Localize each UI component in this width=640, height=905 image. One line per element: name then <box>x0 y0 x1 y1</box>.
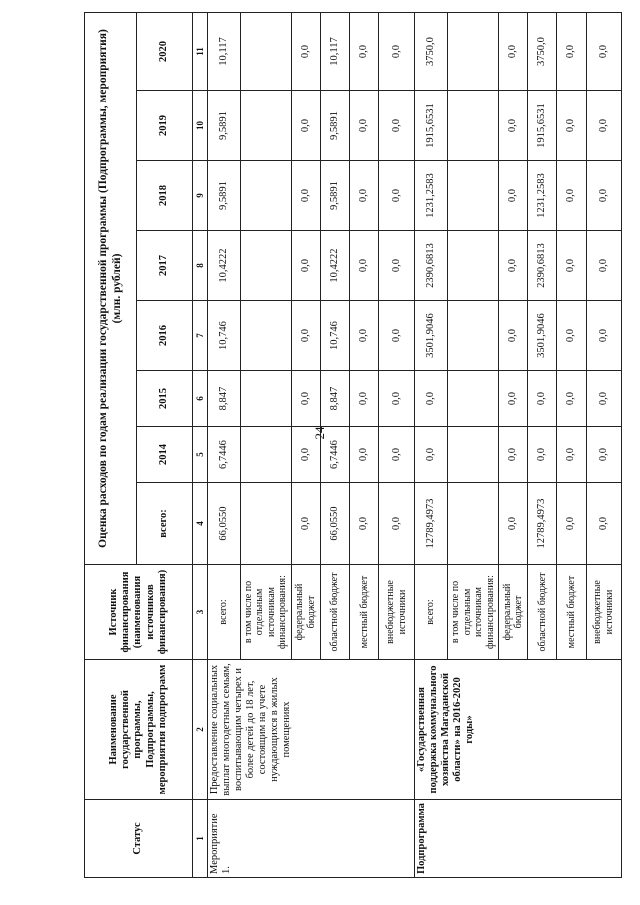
value-cell: 0,0 <box>379 13 414 91</box>
page-number: 24 <box>312 426 327 440</box>
index-cell: 1 <box>193 800 208 878</box>
value-cell: 6,7446 <box>321 427 350 483</box>
index-cell: 2 <box>193 660 208 800</box>
value-cell <box>240 91 291 161</box>
value-cell: 8,847 <box>207 371 240 427</box>
header-source: Источник финансирования (наименования источников финансирования) <box>85 565 193 660</box>
source-cell: областной бюджет <box>528 565 557 660</box>
value-cell <box>240 301 291 371</box>
index-row <box>193 13 208 878</box>
value-cell <box>448 13 499 91</box>
header-name: Наименование государственной программы, Подпрограммы, мероприятия подпрограмм <box>85 660 193 800</box>
value-cell: 3750,0 <box>528 13 557 91</box>
value-cell: 10,4222 <box>207 231 240 301</box>
source-cell: всего: <box>207 565 240 660</box>
source-cell: федеральный бюджет <box>291 565 320 660</box>
value-cell: 1231,2583 <box>528 161 557 231</box>
value-cell: 0,0 <box>350 13 379 91</box>
value-cell: 0,0 <box>499 301 528 371</box>
value-cell: 10,117 <box>207 13 240 91</box>
value-cell: 10,117 <box>321 13 350 91</box>
index-cell: 7 <box>193 301 208 371</box>
value-cell: 9,5891 <box>207 91 240 161</box>
value-cell: 0,0 <box>557 371 586 427</box>
budget-table <box>84 12 622 878</box>
index-cell: 10 <box>193 91 208 161</box>
value-cell: 0,0 <box>586 483 621 565</box>
value-cell <box>448 427 499 483</box>
source-cell: всего: <box>414 565 447 660</box>
table-row <box>207 13 240 878</box>
value-cell: 66,0550 <box>207 483 240 565</box>
index-cell: 6 <box>193 371 208 427</box>
value-cell: 0,0 <box>414 371 447 427</box>
value-cell: 3750,0 <box>414 13 447 91</box>
header-year: 2015 <box>137 371 193 427</box>
value-cell: 0,0 <box>499 231 528 301</box>
status-cell: Подпрограмма <box>414 800 621 878</box>
value-cell: 0,0 <box>379 161 414 231</box>
value-cell: 3501,9046 <box>414 301 447 371</box>
value-cell: 0,0 <box>291 371 320 427</box>
value-cell: 0,0 <box>557 301 586 371</box>
value-cell: 6,7446 <box>207 427 240 483</box>
value-cell: 0,0 <box>379 483 414 565</box>
value-cell: 9,5891 <box>321 91 350 161</box>
source-cell: внебюджетные источники <box>586 565 621 660</box>
value-cell: 12789,4973 <box>528 483 557 565</box>
source-cell: местный бюджет <box>557 565 586 660</box>
value-cell: 1915,6531 <box>528 91 557 161</box>
index-cell: 11 <box>193 13 208 91</box>
value-cell <box>240 427 291 483</box>
value-cell <box>448 483 499 565</box>
index-cell: 4 <box>193 483 208 565</box>
table-row <box>414 13 447 878</box>
value-cell: 0,0 <box>379 91 414 161</box>
value-cell: 0,0 <box>291 483 320 565</box>
value-cell: 1231,2583 <box>414 161 447 231</box>
value-cell: 0,0 <box>557 13 586 91</box>
value-cell: 0,0 <box>499 91 528 161</box>
value-cell <box>448 301 499 371</box>
value-cell: 0,0 <box>350 371 379 427</box>
header-year: 2019 <box>137 91 193 161</box>
value-cell: 12789,4973 <box>414 483 447 565</box>
value-cell <box>240 371 291 427</box>
index-cell: 3 <box>193 565 208 660</box>
header-estimate: Оценка расходов по годам реализации государственной программы (Подпрограммы, мероприятия) (млн. рублей) <box>85 13 137 565</box>
value-cell: 0,0 <box>350 161 379 231</box>
value-cell <box>240 13 291 91</box>
value-cell: 0,0 <box>350 427 379 483</box>
value-cell: 0,0 <box>557 91 586 161</box>
index-cell: 8 <box>193 231 208 301</box>
index-cell: 9 <box>193 161 208 231</box>
value-cell: 10,4222 <box>321 231 350 301</box>
value-cell: 0,0 <box>291 301 320 371</box>
value-cell: 10,746 <box>321 301 350 371</box>
value-cell: 0,0 <box>350 483 379 565</box>
header-year: 2017 <box>137 231 193 301</box>
value-cell: 0,0 <box>586 161 621 231</box>
value-cell: 0,0 <box>586 91 621 161</box>
value-cell: 0,0 <box>350 91 379 161</box>
value-cell <box>240 483 291 565</box>
name-cell: Предоставление социальных выплат многодетным семьям, воспитывающим четырех и более детей до 18 лет, состоящим на учете нуждающихся в жилых помещениях <box>207 660 414 800</box>
value-cell: 0,0 <box>557 231 586 301</box>
value-cell <box>240 161 291 231</box>
value-cell: 0,0 <box>557 427 586 483</box>
value-cell: 1915,6531 <box>414 91 447 161</box>
value-cell: 0,0 <box>499 483 528 565</box>
value-cell: 0,0 <box>528 427 557 483</box>
value-cell: 0,0 <box>291 13 320 91</box>
name-cell: «Государственная поддержка коммунального хозяйства Магаданской области» на 2016-2020 годы» <box>414 660 621 800</box>
header-total: всего: <box>137 483 193 565</box>
value-cell <box>448 161 499 231</box>
header-year: 2014 <box>137 427 193 483</box>
value-cell: 0,0 <box>586 13 621 91</box>
value-cell: 0,0 <box>557 483 586 565</box>
value-cell: 66,0550 <box>321 483 350 565</box>
value-cell: 0,0 <box>499 13 528 91</box>
value-cell: 0,0 <box>557 161 586 231</box>
value-cell <box>240 231 291 301</box>
value-cell: 8,847 <box>321 371 350 427</box>
value-cell <box>448 231 499 301</box>
index-cell: 5 <box>193 427 208 483</box>
value-cell: 0,0 <box>291 427 320 483</box>
value-cell: 0,0 <box>291 231 320 301</box>
value-cell: 2390,6813 <box>528 231 557 301</box>
value-cell <box>448 91 499 161</box>
header-year: 2016 <box>137 301 193 371</box>
value-cell: 2390,6813 <box>414 231 447 301</box>
source-cell: федеральный бюджет <box>499 565 528 660</box>
value-cell: 9,5891 <box>321 161 350 231</box>
value-cell: 0,0 <box>586 301 621 371</box>
value-cell: 0,0 <box>586 371 621 427</box>
header-status: Статус <box>85 800 193 878</box>
value-cell: 0,0 <box>586 427 621 483</box>
value-cell: 10,746 <box>207 301 240 371</box>
value-cell: 9,5891 <box>207 161 240 231</box>
table-body <box>207 13 621 878</box>
value-cell: 0,0 <box>379 301 414 371</box>
value-cell: 0,0 <box>291 91 320 161</box>
value-cell: 0,0 <box>528 371 557 427</box>
rotated-table-wrapper <box>84 13 622 878</box>
value-cell: 0,0 <box>499 161 528 231</box>
value-cell: 3501,9046 <box>528 301 557 371</box>
value-cell: 0,0 <box>350 301 379 371</box>
value-cell <box>448 371 499 427</box>
source-cell: внебюджетные источники <box>379 565 414 660</box>
value-cell: 0,0 <box>379 371 414 427</box>
source-cell: в том числе по отдельным источникам финансирования: <box>240 565 291 660</box>
value-cell: 0,0 <box>414 427 447 483</box>
source-cell: областной бюджет <box>321 565 350 660</box>
source-cell: местный бюджет <box>350 565 379 660</box>
status-cell: Мероприятие 1. <box>207 800 414 878</box>
header-year: 2020 <box>137 13 193 91</box>
value-cell: 0,0 <box>379 231 414 301</box>
value-cell: 0,0 <box>350 231 379 301</box>
value-cell: 0,0 <box>499 427 528 483</box>
source-cell: в том числе по отдельным источникам финансирования: <box>448 565 499 660</box>
value-cell: 0,0 <box>291 161 320 231</box>
value-cell: 0,0 <box>586 231 621 301</box>
value-cell: 0,0 <box>379 427 414 483</box>
value-cell: 0,0 <box>499 371 528 427</box>
header-year: 2018 <box>137 161 193 231</box>
